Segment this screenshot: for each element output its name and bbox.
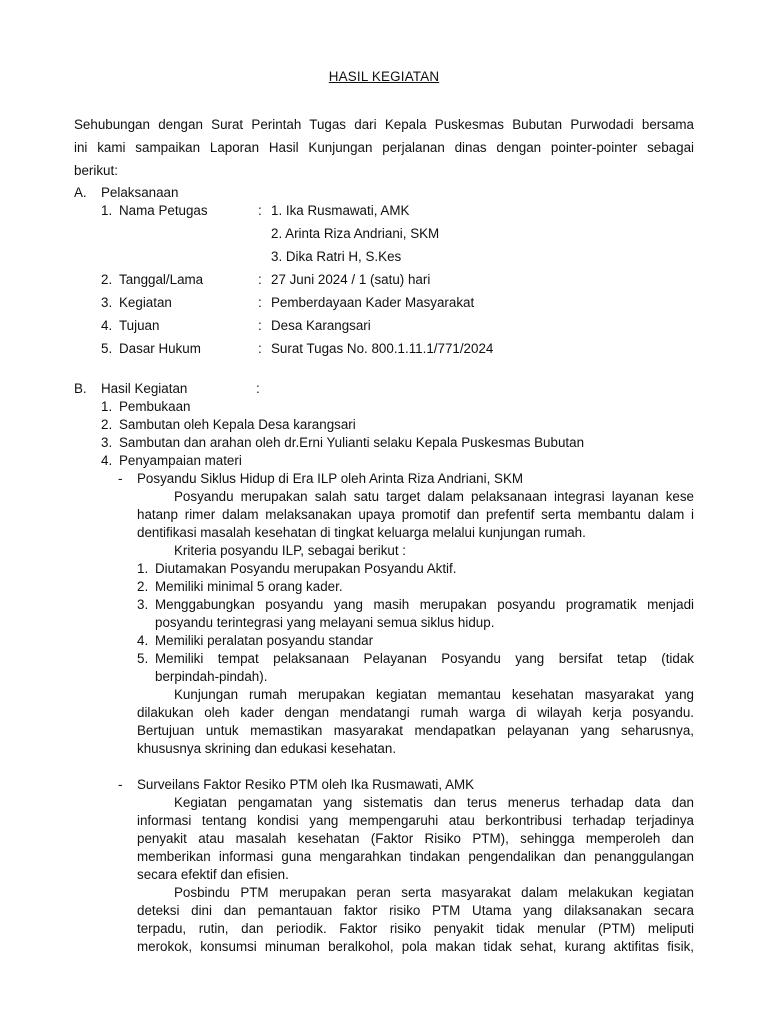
petugas-2: 2. Arinta Riza Andriani, SKM bbox=[271, 226, 440, 241]
materi-2-para1-line: memberikan informasi guna mengarahkan tindakan pengendalikan dan penanggulangan bbox=[137, 849, 694, 864]
row-label-tanggal: Tanggal/Lama bbox=[119, 272, 204, 287]
criteria-text: Memiliki tempat pelaksanaan Pelayanan Posyandu yang bersifat tetap (tidak bbox=[155, 651, 694, 666]
materi-1-title: Posyandu Siklus Hidup di Era ILP oleh Arinta Riza Andriani, SKM bbox=[137, 471, 524, 486]
list-item-num: 1. bbox=[101, 399, 113, 414]
intro-line-2: ini kami sampaikan Laporan Hasil Kunjungan perjalanan dinas dengan pointer-pointer sebagai bbox=[74, 140, 694, 155]
materi-2-para2-line: deteksi dini dan pemantauan faktor risiko PTM Utama yang dilaksanakan secara bbox=[137, 903, 694, 918]
materi-2-para2-line: terpadu, rutin, dan periodik. Faktor risiko penyakit tidak menular (PTM) meliputi bbox=[137, 921, 694, 936]
row-num: 1. bbox=[101, 203, 113, 218]
criteria-num: 4. bbox=[137, 633, 149, 648]
criteria-num: 3. bbox=[137, 597, 149, 612]
list-item-num: 4. bbox=[101, 453, 113, 468]
section-b-colon: : bbox=[256, 381, 260, 396]
list-item-num: 3. bbox=[101, 435, 113, 450]
row-label-tujuan: Tujuan bbox=[119, 318, 160, 333]
section-b-marker: B. bbox=[74, 381, 87, 396]
row-label-kegiatan: Kegiatan bbox=[119, 295, 172, 310]
section-a-heading: Pelaksanaan bbox=[101, 185, 179, 200]
criteria-text: Menggabungkan posyandu yang masih merupakan posyandu programatik menjadi bbox=[155, 597, 694, 612]
criteria-num: 2. bbox=[137, 579, 149, 594]
petugas-1: 1. Ika Rusmawati, AMK bbox=[271, 203, 410, 218]
row-colon: : bbox=[258, 341, 262, 356]
criteria-text: Diutamakan Posyandu merupakan Posyandu Aktif. bbox=[155, 561, 457, 576]
list-item-text: Pembukaan bbox=[119, 399, 191, 414]
row-value-tanggal: 27 Juni 2024 / 1 (satu) hari bbox=[271, 272, 431, 287]
intro-line-3: berikut: bbox=[74, 163, 118, 178]
row-num: 2. bbox=[101, 272, 113, 287]
document-title: HASIL KEGIATAN bbox=[328, 69, 440, 84]
criteria-text: posyandu terintegrasi yang melayani semua siklus hidup. bbox=[155, 615, 495, 630]
materi-1-para1-line: Posyandu merupakan salah satu target dalam pelaksanaan integrasi layanan kese bbox=[174, 489, 694, 504]
criteria-num: 1. bbox=[137, 561, 149, 576]
row-value-tujuan: Desa Karangsari bbox=[271, 318, 371, 333]
row-value-kegiatan: Pemberdayaan Kader Masyarakat bbox=[271, 295, 475, 310]
materi-2-para2-line: merokok, konsumsi minuman beralkohol, pola makan tidak sehat, kurang aktifitas fisik, bbox=[137, 939, 694, 954]
materi-1-para2-line: khususnya skrining dan edukasi kesehatan. bbox=[137, 741, 397, 756]
row-value-dasar-hukum: Surat Tugas No. 800.1.11.1/771/2024 bbox=[271, 341, 494, 356]
materi-1-para2-line: dilakukan oleh kader dengan mendatangi rumah warga di wilayah kerja posyandu. bbox=[137, 705, 694, 720]
list-item-text: Sambutan dan arahan oleh dr.Erni Yulianti selaku Kepala Puskesmas Bubutan bbox=[119, 435, 585, 450]
materi-1-para2-line: Bertujuan untuk memastikan masyarakat mendapatkan pelayanan yang seharusnya, bbox=[137, 723, 694, 738]
materi-2-title: Surveilans Faktor Resiko PTM oleh Ika Rusmawati, AMK bbox=[137, 777, 475, 792]
row-label-dasar-hukum: Dasar Hukum bbox=[119, 341, 201, 356]
materi-2-dash: - bbox=[118, 777, 123, 792]
row-colon: : bbox=[258, 318, 262, 333]
criteria-text: berpindah-pindah). bbox=[155, 669, 268, 684]
criteria-intro: Kriteria posyandu ILP, sebagai berikut : bbox=[174, 543, 407, 558]
section-b-heading: Hasil Kegiatan bbox=[101, 381, 188, 396]
row-num: 5. bbox=[101, 341, 113, 356]
materi-1-dash: - bbox=[118, 471, 123, 486]
materi-1-para2-line: Kunjungan rumah merupakan kegiatan memantau kesehatan masyarakat yang bbox=[174, 687, 694, 702]
list-item-text: Sambutan oleh Kepala Desa karangsari bbox=[119, 417, 356, 432]
materi-2-para1-line: informasi tentang kondisi yang mempengaruhi atau berkontribusi terhadap terjadinya bbox=[137, 813, 694, 828]
materi-2-para1-line: secara efektif dan efisien. bbox=[137, 867, 289, 882]
row-num: 3. bbox=[101, 295, 113, 310]
criteria-num: 5. bbox=[137, 651, 149, 666]
section-a-marker: A. bbox=[74, 185, 87, 200]
materi-2-para1-line: Kegiatan pengamatan yang sistematis dan terus menerus terhadap data dan bbox=[174, 795, 694, 810]
row-colon: : bbox=[258, 203, 262, 218]
row-label-nama-petugas: Nama Petugas bbox=[119, 203, 208, 218]
row-colon: : bbox=[258, 272, 262, 287]
petugas-3: 3. Dika Ratri H, S.Kes bbox=[271, 249, 402, 264]
list-item-text: Penyampaian materi bbox=[119, 453, 242, 468]
materi-1-para1-line: hatanp rimer dalam melaksanakan upaya promotif dan prefentif serta membantu dalam i bbox=[137, 507, 694, 522]
row-num: 4. bbox=[101, 318, 113, 333]
criteria-text: Memiliki minimal 5 orang kader. bbox=[155, 579, 343, 594]
materi-1-para1-line: dentifikasi masalah kesehatan di tingkat keluarga melalui kunjungan rumah. bbox=[137, 525, 586, 540]
list-item-num: 2. bbox=[101, 417, 113, 432]
materi-2-para1-line: penyakit atau masalah kesehatan (Faktor Risiko PTM), sehingga memperoleh dan bbox=[137, 831, 694, 846]
intro-line-1: Sehubungan dengan Surat Perintah Tugas dari Kepala Puskesmas Bubutan Purwodadi bersama bbox=[74, 117, 694, 132]
materi-2-para2-line: Posbindu PTM merupakan peran serta masyarakat dalam melakukan kegiatan bbox=[174, 885, 694, 900]
criteria-text: Memiliki peralatan posyandu standar bbox=[155, 633, 374, 648]
row-colon: : bbox=[258, 295, 262, 310]
